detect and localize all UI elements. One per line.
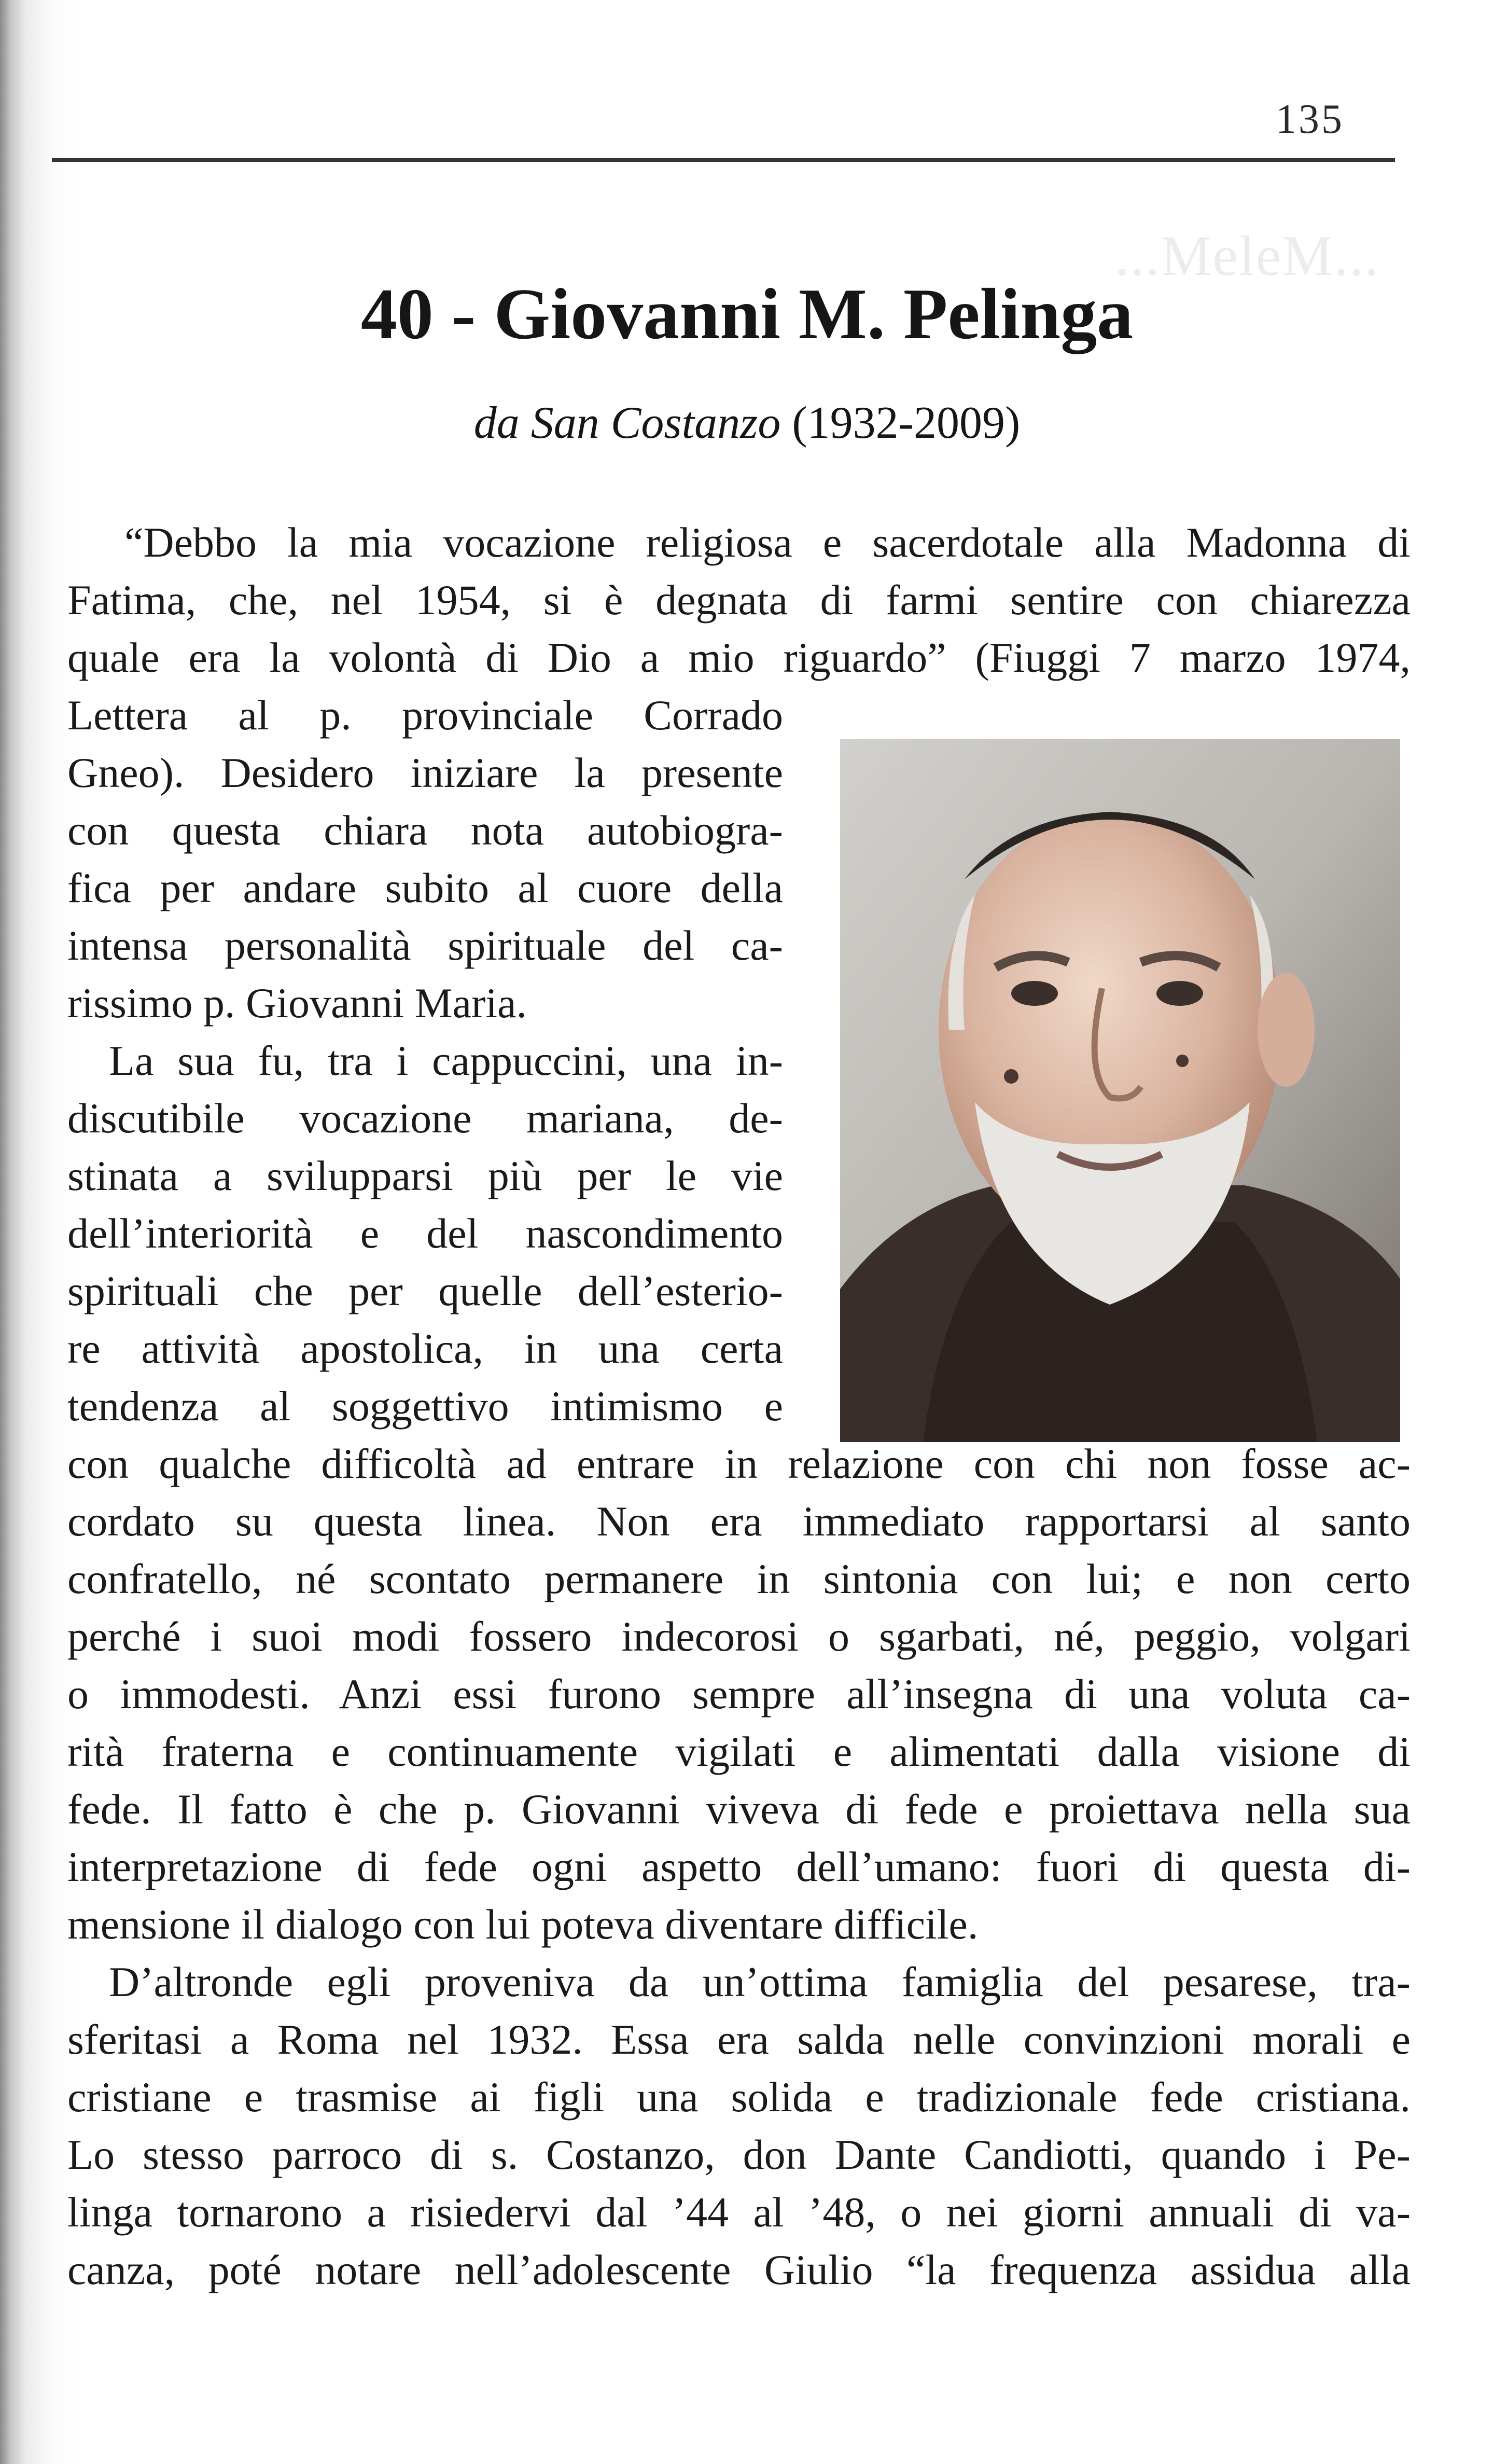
- text-line: Fatima, che, nel 1954, si è degnata di farmi sentire con chiarezza: [67, 576, 1411, 624]
- text-line: La sua fu, tra i cappuccini, una in-: [109, 1037, 783, 1084]
- text-line: Lo stesso parroco di s. Costanzo, don Dante Candiotti, quando i Pe-: [67, 2131, 1411, 2178]
- text-line: rità fraterna e continuamente vigilati e alimentati dalla visione di: [67, 1728, 1411, 1775]
- text-line: interpretazione di fede ogni aspetto dell’umano: fuori di questa di-: [67, 1843, 1411, 1890]
- page-number: 135: [1276, 96, 1344, 142]
- text-line: tendenza al soggettivo intimismo e: [67, 1382, 783, 1430]
- text-line: cristiane e trasmise ai figli una solida e tradizionale fede cristiana.: [67, 2073, 1411, 2121]
- text-line: mensione il dialogo con lui poteva diventare difficile.: [67, 1901, 979, 1948]
- text-line: linga tornarono a risiedervi dal ’44 al ’48, o nei giorni annuali di va-: [67, 2189, 1411, 2236]
- subtitle-place: da San Costanzo: [473, 398, 781, 448]
- text-line: intensa personalità spirituale del ca-: [67, 922, 783, 969]
- text-line: spirituali che per quelle dell’esterio-: [67, 1267, 783, 1314]
- text-line: sferitasi a Roma nel 1932. Essa era salda nelle convinzioni morali e: [67, 2016, 1411, 2063]
- header-rule: [52, 158, 1395, 162]
- body-text: [67, 514, 1411, 2299]
- text-line: rissimo p. Giovanni Maria.: [67, 979, 527, 1027]
- text-line: discutibile vocazione mariana, de-: [67, 1095, 783, 1142]
- chapter-title: 40 - Giovanni M. Pelinga: [360, 274, 1134, 354]
- text-line: fica per andare subito al cuore della: [67, 864, 783, 911]
- text-line: con questa chiara nota autobiogra-: [67, 807, 783, 854]
- text-line: perché i suoi modi fossero indecorosi o sgarbati, né, peggio, volgari: [67, 1613, 1411, 1660]
- text-line: “Debbo la mia vocazione religiosa e sacerdotale alla Madonna di: [124, 519, 1411, 566]
- text-line: re attività apostolica, in una certa: [67, 1325, 783, 1372]
- text-line: dell’interiorità e del nascondimento: [67, 1210, 783, 1257]
- text-line: Gneo). Desidero iniziare la presente: [67, 749, 783, 796]
- text-line: cordato su questa linea. Non era immediato rapportarsi al santo: [67, 1498, 1411, 1545]
- text-line: quale era la volontà di Dio a mio riguardo” (Fiuggi 7 marzo 1974,: [67, 634, 1411, 681]
- subtitle-years: (1932-2009): [792, 398, 1021, 448]
- text-line: D’altronde egli proveniva da un’ottima famiglia del pesarese, tra-: [109, 1958, 1411, 2005]
- bleed-through-text: ...MeleM...: [1115, 224, 1380, 287]
- text-line: fede. Il fatto è che p. Giovanni viveva di fede e proiettava nella sua: [67, 1785, 1411, 1833]
- text-line: confratello, né scontato permanere in sintonia con lui; e non certo: [67, 1555, 1411, 1602]
- text-line: Lettera al p. provinciale Corrado: [67, 691, 783, 739]
- text-line: con qualche difficoltà ad entrare in relazione con chi non fosse ac-: [67, 1440, 1411, 1487]
- text-line: o immodesti. Anzi essi furono sempre all’insegna di una voluta ca-: [67, 1670, 1411, 1718]
- chapter-subtitle: [0, 397, 1494, 449]
- text-line: stinata a svilupparsi più per le vie: [67, 1152, 783, 1199]
- text-line: canza, poté notare nell’adolescente Giulio “la frequenza assidua alla: [67, 2246, 1411, 2293]
